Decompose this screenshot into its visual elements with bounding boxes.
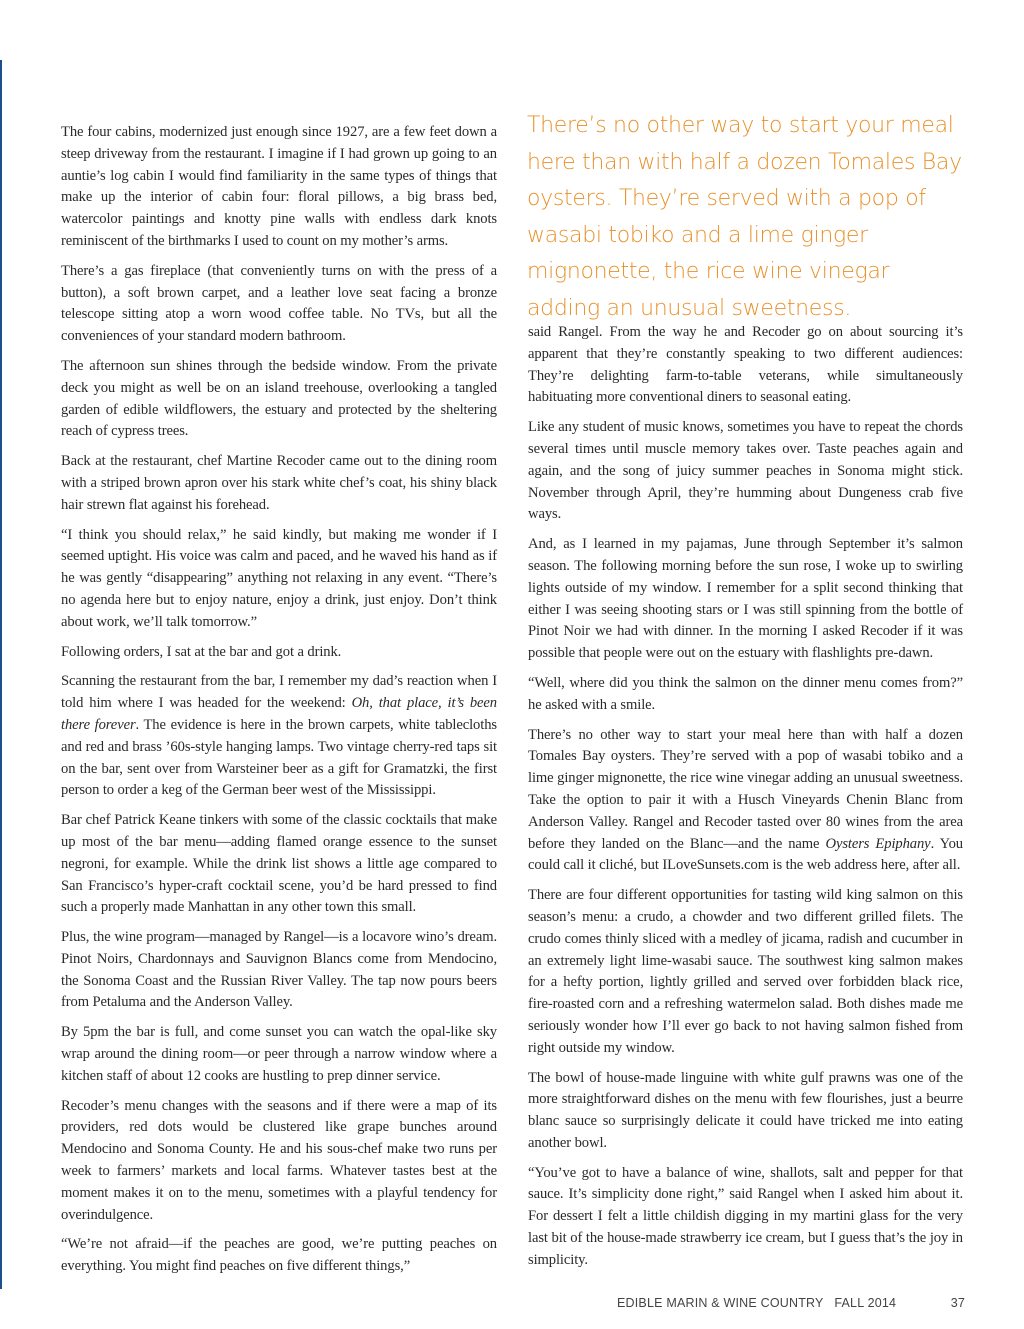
right-column	[528, 322, 963, 1280]
paragraph: The afternoon sun shines through the bedside window. From the private deck you might as well be on an island treehouse, overlooking a tangled garden of edible wildflowers, the estuary and protected by the sheltering reach of cypress trees.	[61, 357, 497, 440]
paragraph: Plus, the wine program—managed by Rangel—is a locavore wino’s dream. Pinot Noirs, Chardonnays and Sauvignon Blancs come from Mendocino, the Sonoma Coast and the Russian River Valley. The tap now pours beers from Petaluma and the Anderson Valley.	[61, 929, 497, 1011]
left-column	[61, 122, 497, 1286]
paragraph: By 5pm the bar is full, and come sunset you can watch the opal-like sky wrap around the dining room—or peer through a narrow window where a kitchen staff of about 12 cooks are hustling to prep dinner service.	[61, 1024, 497, 1084]
paragraph: The bowl of house-made linguine with white gulf prawns was one of the more straightforward dishes on the menu with few flourishes, just a beurre blanc sauce so surprisingly delicate it could have tricked me into eating another bowl.	[528, 1069, 963, 1151]
paragraph: There’s a gas fireplace (that conveniently turns on with the press of a button), a soft brown carpet, and a leather love seat facing a bronze telescope sitting atop a worn wood coffee table. No TVs, but all the conveniences of your standard modern bathroom.	[61, 262, 497, 345]
paragraph: Like any student of music knows, sometimes you have to repeat the chords several times until muscle memory takes over. Taste peaches again and again, and the song of juicy summer peaches in Sonoma might stick. November through April, they’re humming about Dungeness crab five ways.	[528, 419, 963, 523]
italic-name: Oysters Epiphany	[825, 835, 931, 852]
paragraph: Following orders, I sat at the bar and got a drink.	[61, 643, 342, 660]
paragraph: Recoder’s menu changes with the seasons and if there were a map of its providers, red dots would be clustered like grape bunches around Mendocino and Sonoma County. He and his sous-chef make two runs per week to farmers’ markets and local farms. Whatever tastes best at the moment makes it on to the menu, sometimes with a playful tendency for overindulgence.	[61, 1097, 497, 1223]
paragraph	[61, 671, 497, 802]
pull-quote: There’s no other way to start your meal here than with half a dozen Tomales Bay oysters. They’re served with a pop of wasabi tobiko and a lime ginger mignonette, the rice wine vinegar adding an unusual sweetness.	[527, 113, 962, 321]
paragraph: “Well, where did you think the salmon on the dinner menu comes from?” he asked with a smile.	[528, 674, 963, 713]
paragraph: Bar chef Patrick Keane tinkers with some of the classic cocktails that make up most of the bar menu—adding flamed orange essence to the sunset negroni, for example. While the drink list shows a little age compared to San Francisco’s hyper-craft cocktail scene, you’d be hard pressed to find such a properly made Manhattan in any other town this small.	[61, 812, 497, 916]
paragraph-text: . You could call it cliché, but ILoveSunsets.com is the web address here, after all.	[528, 835, 963, 874]
publication-name: EDIBLE MARIN & WINE COUNTRY FALL 2014	[617, 1296, 897, 1310]
page-number: 37	[950, 1296, 965, 1310]
paragraph-text: Scanning the restaurant from the bar, I remember my dad’s reaction when I told him where I was headed for the weekend:	[61, 673, 497, 712]
paragraph: There are four different opportunities for tasting wild king salmon on this season’s menu: a crudo, a chowder and two different grilled filets. The crudo comes thinly sliced with a medley of jicama, radish and cucumber in an extremely light lime-wasabi sauce. The southwest king salmon makes for a hefty portion, lightly grilled and served over forbidden black rice, fire-roasted corn and a refreshing watermelon salad. Both dishes made me seriously wonder how I’ll ever go back to not having salmon fished from right outside my window.	[528, 887, 963, 1056]
paragraph: “We’re not afraid—if the peaches are good, we’re putting peaches on everything. You might find peaches on five different things,”	[61, 1236, 497, 1275]
paragraph-text: . The evidence is here in the brown carpets, white tablecloths and red and brass ’60s-style hanging lamps. Two vintage cherry-red taps sit on the bar, sent over from Warsteiner beer as a gift for Gramatzki, the first person to order a keg of the German beer west of the Mississippi.	[61, 716, 497, 799]
paragraph: Back at the restaurant, chef Martine Recoder came out to the dining room with a striped brown apron over his stark white chef’s coat, his shiny black hair strewn flat against his forehead.	[61, 453, 497, 513]
paragraph-text: There’s no other way to start your meal here than with half a dozen Tomales Bay oysters. They’re served with a pop of wasabi tobiko and a lime ginger mignonette, the rice wine vinegar adding an unusual sweetness. Take the option to pair it with a Husch Vineyards Chenin Blanc from Anderson Valley. Rangel and Recoder tasted over 80 wines from the area before they landed on the Blanc—and the name	[528, 726, 963, 852]
paragraph: “I think you should relax,” he said kindly, but making me wonder if I seemed uptight. His voice was calm and paced, and he waved his hand as if he was gently “disappearing” anything not relaxing in any event. “There’s no agenda here but to enjoy nature, enjoy a drink, just enjoy. Don’t think about work, we’ll talk tomorrow.”	[61, 526, 497, 630]
page-edge-line	[0, 60, 2, 1289]
paragraph: said Rangel. From the way he and Recoder go on about sourcing it’s apparent that they’re constantly speaking to two different audiences: They’re delighting farm-to-table veterans, while simultaneously habituating more conventional diners to seasonal eating.	[528, 324, 963, 406]
paragraph: “You’ve got to have a balance of wine, shallots, salt and pepper for that sauce. It’s simplicity done right,” said Rangel when I asked him about it. For dessert I felt a little childish digging in my martini glass for the very last bit of the house-made strawberry ice cream, but I guess that’s the joy in simplicity.	[528, 1164, 963, 1268]
paragraph: The four cabins, modernized just enough since 1927, are a few feet down a steep driveway from the restaurant. I imagine if I had grown up going to an auntie’s log cabin I would find familiarity in the same types of things that make up the interior of cabin four: floral pillows, a big brass bed, watercolor paintings and knotty pine walls with endless dark knots reminiscent of the birthmarks I used to count on my mother’s arms.	[61, 124, 497, 249]
paragraph: And, as I learned in my pajamas, June through September it’s salmon season. The following morning before the sun rose, I woke up to swirling lights outside of my window. I remember for a split second thinking that either I was seeing shooting stars or I was still spinning from the bottle of Pinot Noir we had with dinner. In the morning I asked Recoder if it was possible that people were out on the estuary with flashlights pre-dawn.	[528, 536, 963, 662]
paragraph	[528, 725, 963, 878]
italic-quote: Oh, that place, it’s been there forever	[61, 695, 497, 733]
